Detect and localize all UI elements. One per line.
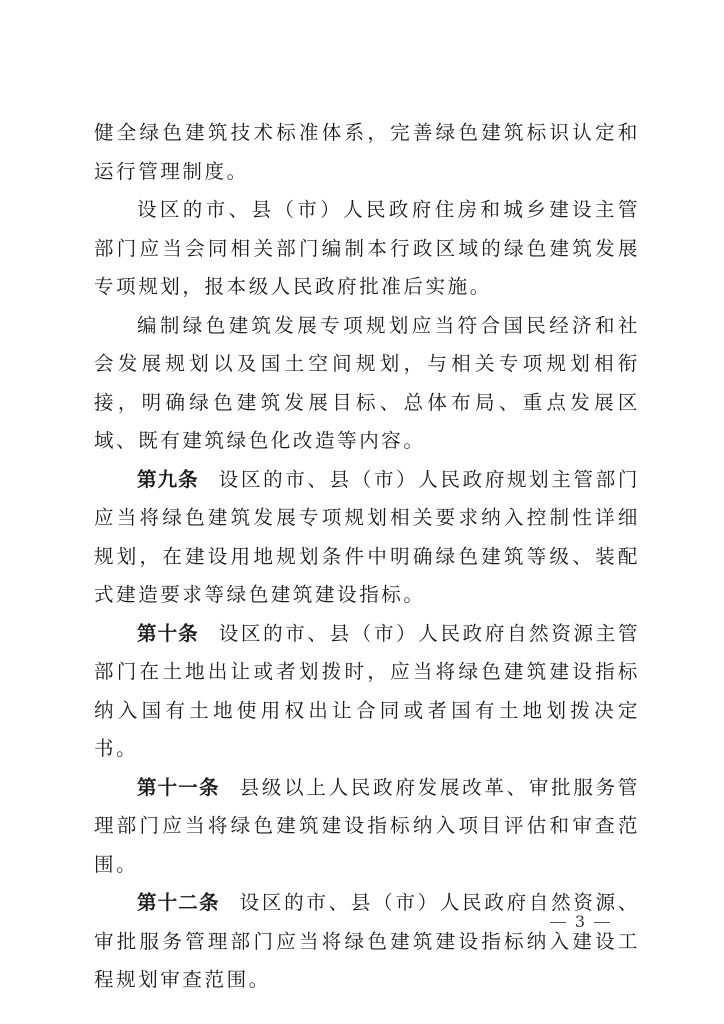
article-label: 第九条 bbox=[137, 467, 199, 491]
paragraph-text: 设区的市、县（市）人民政府自然资源、审批服务管理部门应当将绿色建筑建设指标纳入建设工程规划审查范围。 bbox=[94, 891, 640, 991]
article-label: 第十一条 bbox=[137, 775, 220, 799]
paragraph-text: 设区的市、县（市）人民政府住房和城乡建设主管部门应当会同相关部门编制本行政区域的绿色建筑发展专项规划，报本级人民政府批准后实施。 bbox=[94, 198, 640, 298]
article-9 bbox=[94, 461, 640, 615]
paragraph-continuation bbox=[94, 114, 640, 191]
paragraph-text: 健全绿色建筑技术标准体系，完善绿色建筑标识认定和运行管理制度。 bbox=[94, 121, 640, 183]
paragraph-text: 县级以上人民政府发展改革、审批服务管理部门应当将绿色建筑建设指标纳入项目评估和审查范围。 bbox=[94, 775, 640, 876]
paragraph-text: 编制绿色建筑发展专项规划应当符合国民经济和社会发展规划以及国土空间规划，与相关专项规划相衔接，明确绿色建筑发展目标、总体布局、重点发展区域、既有建筑绿色化改造等内容。 bbox=[94, 313, 640, 452]
article-10 bbox=[94, 615, 640, 769]
body-text bbox=[94, 114, 640, 1000]
paragraph-text: 设区的市、县（市）人民政府自然资源主管部门在土地出让或者划拨时，应当将绿色建筑建设指标纳入国有土地使用权出让合同或者国有土地划拨决定书。 bbox=[94, 621, 640, 760]
paragraph bbox=[94, 307, 640, 461]
dash-right bbox=[594, 922, 610, 923]
page-number bbox=[540, 912, 620, 931]
article-label: 第十条 bbox=[137, 621, 199, 645]
paragraph-text: 设区的市、县（市）人民政府规划主管部门应当将绿色建筑发展专项规划相关要求纳入控制性详细规划，在建设用地规划条件中明确绿色建筑等级、装配式建造要求等绿色建筑建设指标。 bbox=[94, 467, 640, 606]
paragraph bbox=[94, 191, 640, 307]
page-number-value: 3 bbox=[574, 912, 586, 931]
article-11 bbox=[94, 769, 640, 885]
article-12 bbox=[94, 884, 640, 1000]
article-label: 第十二条 bbox=[137, 891, 220, 914]
dash-left bbox=[550, 922, 566, 923]
